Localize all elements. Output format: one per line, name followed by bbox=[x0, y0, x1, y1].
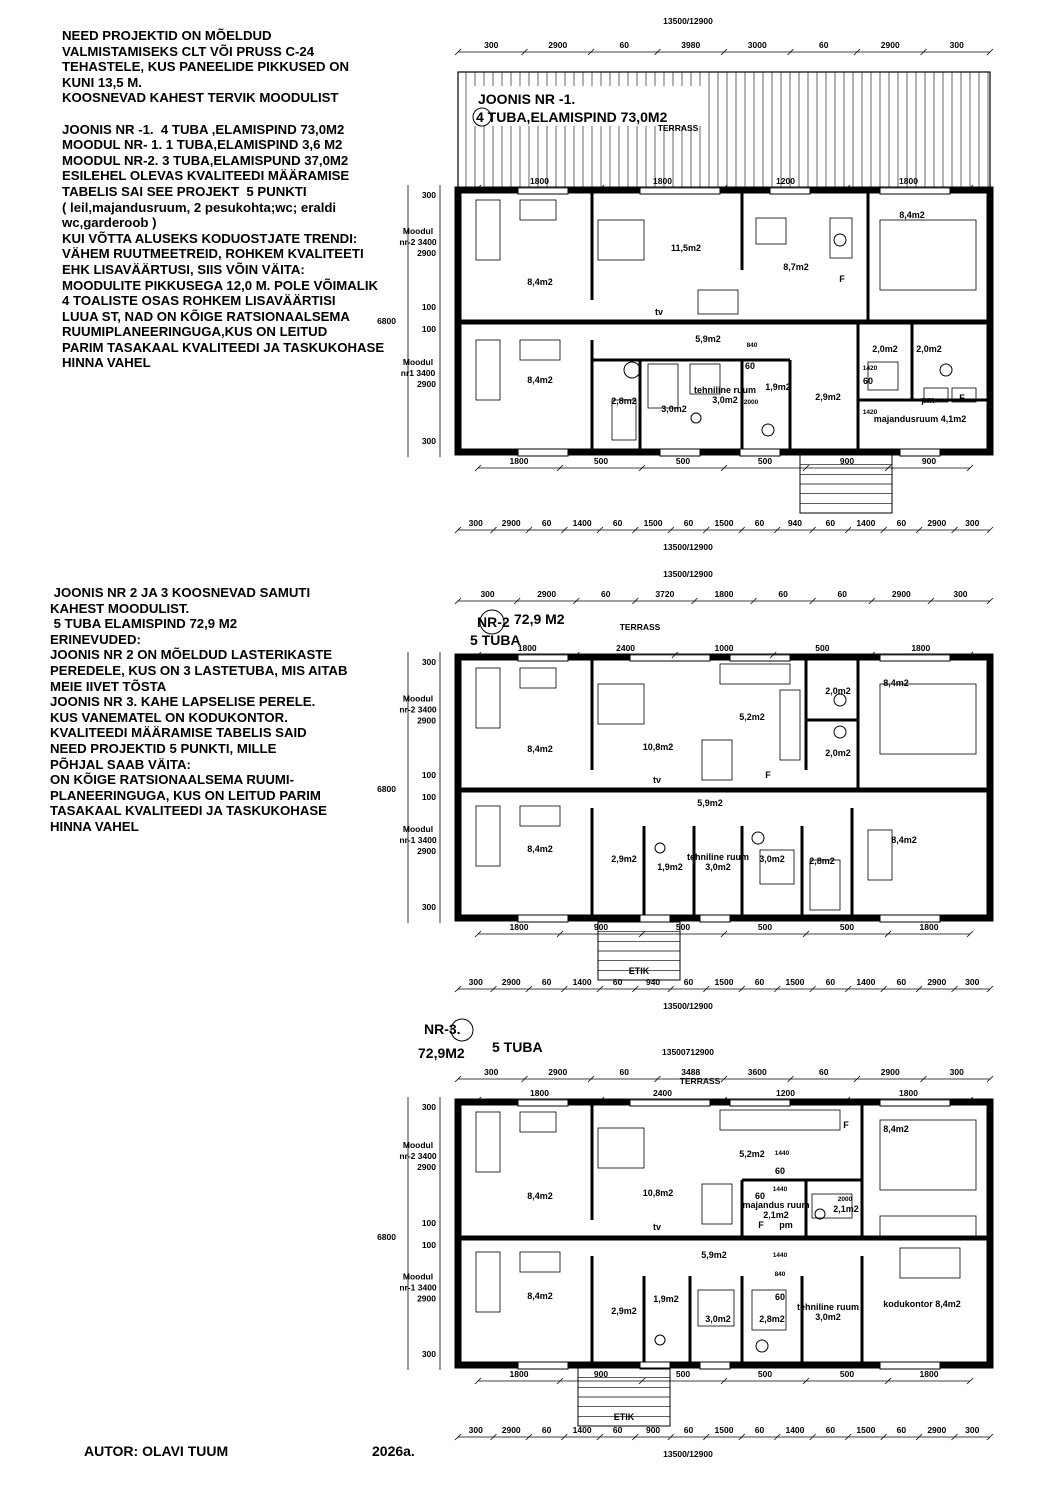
room-label: tehniline ruum bbox=[686, 852, 750, 862]
plan-mark: 1440 bbox=[772, 1186, 788, 1193]
room-label: 10,8m2 bbox=[642, 742, 674, 752]
room-label: 2,8m2 bbox=[809, 856, 835, 866]
author-label: AUTOR: OLAVI TUUM bbox=[84, 1443, 229, 1459]
room-label: 5,9m2 bbox=[697, 798, 723, 808]
dimension-label: 1400 bbox=[572, 518, 592, 528]
room-label: 3,0m2 bbox=[759, 854, 785, 864]
room-label: tehniline ruum bbox=[796, 1302, 860, 1312]
dimension-label: 60 bbox=[754, 518, 765, 528]
window bbox=[700, 1362, 730, 1369]
dimension-label: 2900 bbox=[548, 40, 568, 50]
plan-mark: 840 bbox=[746, 342, 758, 349]
dimension-label: 60 bbox=[683, 977, 694, 987]
dimension-label: 60 bbox=[601, 589, 611, 599]
module-label: Moodul bbox=[402, 226, 434, 236]
furniture bbox=[648, 364, 678, 408]
dimension-label: 300 bbox=[949, 1067, 964, 1077]
dimension-label: 2900 bbox=[501, 1425, 521, 1435]
dimension-label: 2900 bbox=[548, 1067, 568, 1077]
dimension-label: 1500 bbox=[714, 518, 734, 528]
dimension-label: 2900 bbox=[417, 379, 436, 389]
furniture bbox=[612, 400, 636, 440]
window bbox=[740, 449, 780, 456]
dimension-label: 500 bbox=[839, 922, 855, 932]
dimension-label: 2900 bbox=[927, 518, 947, 528]
fixture-icon bbox=[756, 1340, 768, 1352]
window bbox=[880, 915, 940, 922]
terrace-label: TERRASS bbox=[619, 622, 661, 632]
room-label: 8,4m2 bbox=[527, 744, 553, 754]
fixture-icon bbox=[752, 832, 764, 844]
dimension-label: 940 bbox=[787, 518, 803, 528]
module-label: nr1 3400 bbox=[400, 368, 436, 378]
dimension-label: 300 bbox=[468, 977, 483, 987]
plan-mark: F bbox=[839, 274, 845, 284]
dimension-label: 500 bbox=[757, 456, 773, 466]
dimension-label: 60 bbox=[837, 589, 847, 599]
dimension-label: 60 bbox=[619, 1067, 629, 1077]
fixture-icon bbox=[815, 1209, 825, 1219]
dimension-label: 60 bbox=[612, 518, 623, 528]
plan-mark: pm bbox=[921, 395, 935, 405]
plan-mark: 60 bbox=[862, 376, 874, 386]
dimension-label: 2900 bbox=[891, 589, 911, 599]
module-label: Moodul bbox=[402, 1271, 434, 1282]
dimension-label: 1400 bbox=[785, 1425, 805, 1435]
plan-mark: 2000 bbox=[837, 1196, 853, 1203]
dimension-label: 1800 bbox=[653, 176, 672, 186]
dimension-label: 60 bbox=[778, 589, 788, 599]
dimension-label: 300 bbox=[468, 1425, 483, 1435]
plan-mark: F bbox=[758, 1220, 764, 1230]
furniture bbox=[520, 668, 556, 688]
dimension-label: 500 bbox=[839, 1369, 855, 1379]
room-label: 8,4m2 bbox=[527, 1191, 553, 1201]
dimension-label: 500 bbox=[757, 922, 773, 932]
dimension-label: 300 bbox=[484, 40, 499, 50]
furniture bbox=[810, 860, 840, 910]
plan-title: 5 TUBA bbox=[492, 1039, 543, 1055]
room-label: 2,8m2 bbox=[611, 396, 637, 406]
dimension-label: 1500 bbox=[714, 977, 734, 987]
room-label: 1,9m2 bbox=[653, 1294, 679, 1304]
dimension-label: 900 bbox=[593, 1369, 609, 1379]
dimension-label: 300 bbox=[421, 902, 436, 912]
dimension-label: 500 bbox=[757, 1369, 773, 1379]
plan-mark: 2000 bbox=[743, 399, 759, 406]
window bbox=[518, 915, 568, 922]
furniture bbox=[476, 340, 500, 400]
window bbox=[518, 449, 568, 456]
dimension-label: 100 bbox=[421, 302, 436, 312]
dimension-label: 60 bbox=[541, 1425, 552, 1435]
room-label: 11,5m2 bbox=[670, 243, 702, 253]
dimension-label: 1800 bbox=[899, 176, 918, 186]
dimension-label: 1800 bbox=[714, 589, 734, 599]
dimension-label: 60 bbox=[683, 518, 694, 528]
plan-mark: 1420 bbox=[862, 365, 878, 372]
furniture bbox=[720, 1110, 840, 1130]
furniture bbox=[476, 806, 500, 866]
furniture bbox=[476, 1112, 500, 1172]
dimension-label: 1800 bbox=[899, 1088, 918, 1098]
plan-mark: F bbox=[765, 770, 771, 780]
furniture bbox=[476, 200, 500, 260]
dimension-label: 500 bbox=[593, 456, 609, 466]
plan-mark: 1420 bbox=[862, 409, 878, 416]
furniture bbox=[598, 220, 644, 260]
module-label: nr-2 3400 bbox=[399, 1151, 437, 1161]
room-label: 8,4m2 bbox=[527, 277, 553, 287]
dimension-label: 300 bbox=[965, 1425, 980, 1435]
dimension-label: 2900 bbox=[537, 589, 557, 599]
dimension-label: 100 bbox=[421, 1218, 436, 1228]
dimension-label: 1800 bbox=[517, 643, 537, 653]
window bbox=[640, 915, 670, 922]
room-label: 2,0m2 bbox=[872, 344, 898, 354]
dimension-label: 1400 bbox=[572, 1425, 592, 1435]
dimension-label: 2900 bbox=[880, 1067, 900, 1077]
dimension-label: 60 bbox=[541, 518, 552, 528]
dimension-label: 60 bbox=[896, 518, 907, 528]
dimension-label: 940 bbox=[645, 977, 661, 987]
dimension-label: 6800 bbox=[377, 1232, 396, 1242]
dimension-label: 2900 bbox=[927, 977, 947, 987]
furniture bbox=[880, 1216, 976, 1236]
furniture bbox=[880, 220, 976, 290]
furniture bbox=[476, 668, 500, 728]
dimension-label: 100 bbox=[421, 324, 436, 334]
room-label: 5,9m2 bbox=[695, 334, 721, 344]
dimension-label: 2900 bbox=[417, 1293, 436, 1304]
plan-mark: F bbox=[843, 1120, 849, 1130]
dimension-label: 1500 bbox=[714, 1425, 734, 1435]
room-label: 8,4m2 bbox=[883, 1124, 909, 1134]
room-label: 1,9m2 bbox=[765, 382, 791, 392]
dimension-label: 300 bbox=[484, 1067, 499, 1077]
entrance-label: ETIK bbox=[628, 966, 650, 976]
dimension-label: 500 bbox=[675, 922, 691, 932]
dimension-label: 6800 bbox=[377, 784, 396, 794]
furniture bbox=[756, 218, 786, 244]
room-label: 3,0m2 bbox=[661, 404, 687, 414]
room-label: 8,4m2 bbox=[899, 210, 925, 220]
fixture-icon bbox=[655, 843, 665, 853]
furniture bbox=[520, 200, 556, 220]
plan-mark: 840 bbox=[774, 1271, 786, 1278]
dimension-label: 2400 bbox=[653, 1088, 672, 1098]
dimension-label: 2900 bbox=[417, 1162, 436, 1172]
room-label: 2,9m2 bbox=[611, 854, 637, 864]
window bbox=[880, 1362, 940, 1369]
dimension-label: 1500 bbox=[856, 1425, 876, 1435]
dimension-label: 300 bbox=[468, 518, 483, 528]
room-label: tehniline ruum bbox=[693, 385, 757, 395]
room-label: majandus ruum bbox=[742, 1200, 810, 1210]
dimension-label: 300 bbox=[480, 589, 495, 599]
plan-title: 5 TUBA bbox=[470, 632, 521, 648]
dimension-label: 300 bbox=[421, 1349, 436, 1359]
dimension-label: 100 bbox=[421, 1240, 436, 1250]
furniture bbox=[520, 806, 560, 826]
room-label: 2,0m2 bbox=[825, 748, 851, 758]
dimension-label: 300 bbox=[421, 657, 436, 667]
entrance-label: ETIK bbox=[613, 1412, 635, 1422]
plan-title: 4 TUBA,ELAMISPIND 73,0M2 bbox=[476, 109, 668, 125]
dimension-label: 2900 bbox=[417, 846, 436, 856]
plan-title: NR-3. bbox=[424, 1021, 461, 1037]
room-label: kodukontor 8,4m2 bbox=[883, 1299, 961, 1309]
dimension-label: 1800 bbox=[509, 456, 529, 466]
dimension-label: 3720 bbox=[655, 589, 675, 599]
dimension-label: 100 bbox=[421, 792, 436, 802]
dimension-label: 500 bbox=[675, 1369, 691, 1379]
room-label: 8,4m2 bbox=[527, 844, 553, 854]
room-label: 8,4m2 bbox=[883, 678, 909, 688]
dimension-label: 1800 bbox=[509, 1369, 529, 1379]
dimension-label: 900 bbox=[645, 1425, 661, 1435]
room-label: 2,9m2 bbox=[815, 392, 841, 402]
dimension-label: 300 bbox=[421, 190, 436, 200]
room-label: 5,2m2 bbox=[739, 712, 765, 722]
room-label: 2,1m2 bbox=[763, 1210, 789, 1220]
dimension-label: 6800 bbox=[377, 316, 396, 326]
overall-dimension: 13500/12900 bbox=[663, 1001, 713, 1011]
plan-mark: 1440 bbox=[772, 1252, 788, 1259]
module-label: nr-2 3400 bbox=[399, 704, 437, 715]
dimension-label: 500 bbox=[675, 456, 691, 466]
window bbox=[900, 449, 940, 456]
overall-dimension: 13500/12900 bbox=[663, 16, 713, 26]
dimension-label: 300 bbox=[421, 1102, 436, 1112]
dimension-label: 60 bbox=[825, 977, 836, 987]
fixture-icon bbox=[624, 362, 640, 378]
room-label: 1,9m2 bbox=[657, 862, 683, 872]
furniture bbox=[830, 218, 852, 258]
plan-mark: 60 bbox=[744, 361, 756, 371]
furniture bbox=[780, 690, 800, 760]
room-label: 8,7m2 bbox=[783, 262, 809, 272]
furniture bbox=[702, 740, 732, 780]
furniture bbox=[598, 1128, 644, 1168]
window bbox=[660, 449, 700, 456]
module-label: Moodul bbox=[402, 1140, 434, 1150]
room-label: majandusruum 4,1m2 bbox=[873, 414, 967, 424]
dimension-label: 1400 bbox=[856, 977, 876, 987]
dimension-label: 60 bbox=[825, 1425, 836, 1435]
window bbox=[518, 1362, 568, 1369]
terrace-label: TERRASS bbox=[679, 1076, 721, 1086]
dimension-label: 60 bbox=[819, 1067, 829, 1077]
dimension-label: 60 bbox=[754, 1425, 765, 1435]
module-label: Moodul bbox=[402, 357, 434, 367]
plan-title: JOONIS NR -1. bbox=[478, 91, 576, 107]
year-label: 2026a. bbox=[372, 1443, 415, 1459]
dimension-label: 3600 bbox=[747, 1067, 767, 1077]
dimension-label: 1500 bbox=[643, 518, 663, 528]
plan-mark: 60 bbox=[774, 1166, 786, 1176]
dimension-label: 1800 bbox=[530, 1088, 549, 1098]
overall-dimension: 13500/12900 bbox=[663, 569, 713, 579]
furniture bbox=[720, 664, 790, 684]
exterior-wall bbox=[458, 1102, 990, 1365]
plan-mark: pm bbox=[779, 1220, 793, 1230]
room-label: 2,0m2 bbox=[825, 686, 851, 696]
dimension-label: 300 bbox=[953, 589, 968, 599]
furniture bbox=[520, 1252, 560, 1272]
dimension-label: 1800 bbox=[509, 922, 529, 932]
fixture-icon bbox=[691, 413, 701, 423]
dimension-label: 60 bbox=[819, 40, 829, 50]
plan-title: NR-2 bbox=[477, 614, 510, 630]
plan-mark: tv bbox=[652, 1222, 662, 1232]
room-label: 3,0m2 bbox=[815, 1312, 841, 1322]
room-label: 3,0m2 bbox=[705, 1314, 731, 1324]
plan-mark: 60 bbox=[754, 1191, 766, 1201]
furniture bbox=[900, 1248, 960, 1278]
dimension-label: 900 bbox=[839, 456, 855, 466]
module-label: nr-1 3400 bbox=[399, 1282, 437, 1293]
dimension-label: 60 bbox=[683, 1425, 694, 1435]
dimension-label: 300 bbox=[949, 40, 964, 50]
dimension-label: 60 bbox=[754, 977, 765, 987]
plan-mark: F bbox=[959, 393, 965, 403]
room-label: 2,0m2 bbox=[916, 344, 942, 354]
dimension-label: 900 bbox=[921, 456, 937, 466]
dimension-label: 300 bbox=[421, 436, 436, 446]
room-label: 10,8m2 bbox=[642, 1188, 674, 1198]
plan-title: 72,9M2 bbox=[418, 1045, 465, 1061]
dimension-label: 3000 bbox=[747, 40, 767, 50]
overall-dimension: 13500/12900 bbox=[663, 542, 713, 552]
room-label: 5,2m2 bbox=[739, 1149, 765, 1159]
dimension-label: 1000 bbox=[714, 643, 734, 653]
fixture-icon bbox=[762, 424, 774, 436]
furniture bbox=[880, 684, 976, 754]
plan-mark: 1440 bbox=[774, 1150, 790, 1157]
furniture bbox=[476, 1252, 500, 1312]
dimension-label: 2900 bbox=[880, 40, 900, 50]
dimension-label: 1400 bbox=[572, 977, 592, 987]
dimension-label: 60 bbox=[541, 977, 552, 987]
dimension-label: 1800 bbox=[919, 922, 939, 932]
furniture bbox=[520, 1112, 556, 1132]
dimension-label: 2400 bbox=[616, 643, 636, 653]
dimension-label: 1200 bbox=[776, 1088, 795, 1098]
dimension-label: 1400 bbox=[856, 518, 876, 528]
overall-dimension: 13500712900 bbox=[661, 1047, 715, 1057]
plan-title: 72,9 M2 bbox=[514, 611, 565, 627]
room-label: 2,8m2 bbox=[759, 1314, 785, 1324]
plan-mark: tv bbox=[654, 307, 664, 317]
dimension-label: 2900 bbox=[417, 248, 436, 258]
dimension-label: 300 bbox=[965, 518, 980, 528]
dimension-label: 100 bbox=[421, 770, 436, 780]
room-label: 8,4m2 bbox=[527, 375, 553, 385]
dimension-label: 900 bbox=[593, 922, 609, 932]
room-label: 5,9m2 bbox=[701, 1250, 727, 1260]
plan-mark: 60 bbox=[774, 1292, 786, 1302]
terrace-label: TERRASS bbox=[657, 123, 699, 133]
furniture bbox=[520, 340, 560, 360]
fixture-icon bbox=[940, 364, 952, 376]
dimension-label: 3980 bbox=[681, 40, 701, 50]
dimension-label: 60 bbox=[612, 977, 623, 987]
module-label: Moodul bbox=[402, 693, 434, 704]
room-label: 2,9m2 bbox=[611, 1306, 637, 1316]
dimension-label: 1500 bbox=[785, 977, 805, 987]
dimension-label: 60 bbox=[619, 40, 629, 50]
dimension-label: 2900 bbox=[501, 518, 521, 528]
room-label: 3,0m2 bbox=[712, 395, 738, 405]
dimension-label: 60 bbox=[612, 1425, 623, 1435]
dimension-label: 60 bbox=[825, 518, 836, 528]
module-label: Moodul bbox=[402, 824, 434, 834]
room-label: 3,0m2 bbox=[705, 862, 731, 872]
dimension-label: 3488 bbox=[681, 1067, 701, 1077]
dimension-label: 1800 bbox=[919, 1369, 939, 1379]
dimension-label: 500 bbox=[815, 643, 830, 653]
fixture-icon bbox=[834, 234, 846, 246]
dimension-label: 1200 bbox=[776, 176, 795, 186]
dimension-label: 2900 bbox=[501, 977, 521, 987]
room-label: 8,4m2 bbox=[891, 835, 917, 845]
module-label: nr-1 3400 bbox=[399, 835, 437, 845]
dimension-label: 2900 bbox=[417, 715, 436, 726]
dimension-label: 60 bbox=[896, 1425, 907, 1435]
plan-mark: tv bbox=[652, 775, 662, 785]
module-label: nr-2 3400 bbox=[399, 237, 437, 247]
room-label: 2,1m2 bbox=[833, 1204, 859, 1214]
dimension-label: 300 bbox=[965, 977, 980, 987]
dimension-label: 2900 bbox=[927, 1425, 947, 1435]
dimension-label: 60 bbox=[896, 977, 907, 987]
furniture bbox=[702, 1184, 732, 1224]
furniture bbox=[868, 830, 892, 880]
dimension-label: 1800 bbox=[530, 176, 549, 186]
window bbox=[700, 915, 730, 922]
furniture bbox=[598, 684, 644, 724]
project-notes-1: NEED PROJEKTID ON MÕELDUD VALMISTAMISEKS CLT VÕI PRUSS C-24 TEHASTELE, KUS PANEELIDE PIKKUSED ON KUNI 13,5 M. KOOSNEVAD KAHEST TERVIK MOODULIST JOONIS NR -1. 4 TUBA ,ELAMISPIND 73,0M2 MOODUL NR- 1. 1 TUBA,ELAMISPIND 3,6 M2 MOODUL NR-2. 3 TUBA,ELAMISPUND 37,0M2 ESILEHEL OLEVAS KVALITEEDI MÄÄRAMISE TABELIS SAI SEE PROJEKT 5 PUNKTI ( leil,majandusruum, 2 pesukohta;wc; eraldi wc,garderoob ) KUI VÕTTA ALUSEKS KODUOSTJATE TRENDI: VÄHEM RUUTMEETREID, ROHKEM KVALITEETI EHK LISAVÄÄRTUSI, SIIS VÕIN VÄITA: MOODULITE PIKKUSEGA 12,0 M. POLE VÕIMALIK 4 TOALISTE OSAS ROHKEM LISAVÄÄRTISI LUUA ST, NAD ON KÕIGE RATSIONAALSEMA RUUMIPLANEERINGUGA,KUS ON LEITUD PARIM TASAKAAL KVALITEEDI JA TASKUKOHASE HINNA VAHEL bbox=[62, 28, 385, 371]
furniture bbox=[698, 290, 738, 314]
dimension-label: 1800 bbox=[911, 643, 931, 653]
fixture-icon bbox=[834, 726, 846, 738]
room-label: 8,4m2 bbox=[527, 1291, 553, 1301]
fixture-icon bbox=[655, 1335, 665, 1345]
project-notes-2: JOONIS NR 2 JA 3 KOOSNEVAD SAMUTI KAHEST MOODULIST. 5 TUBA ELAMISPIND 72,9 M2 ERINEVUDED: JOONIS NR 2 ON MÕELDUD LASTERIKASTE PEREDELE, KUS ON 3 LASTETUBA, MIS AITAB MEIE IIVET TÕSTA JOONIS NR 3. KAHE LAPSELISE PERELE. KUS VANEMATEL ON KODUKONTOR. KVALITEEDI MÄÄRAMISE TABELIS SAID NEED PROJEKTID 5 PUNKTI, MILLE PÕHJAL SAAB VÄITA: ON KÕIGE RATSIONAALSEMA RUUMI- PLANEERINGUGA, KUS ON LEITUD PARIM TASAKAAL KVALITEEDI JA TASKUKOHASE HINNA VAHEL bbox=[50, 585, 348, 834]
overall-dimension: 13500/12900 bbox=[663, 1449, 713, 1459]
